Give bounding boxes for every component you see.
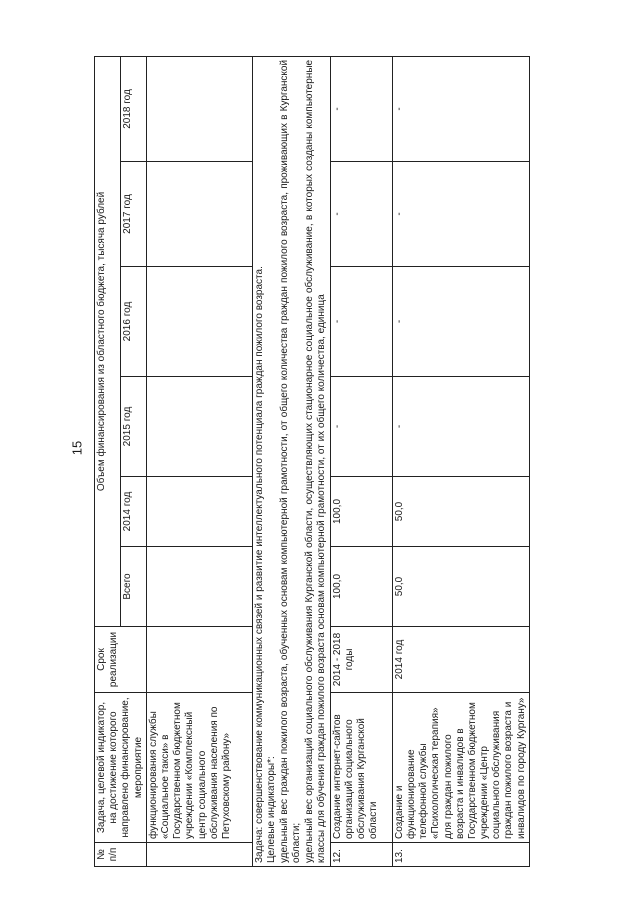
row-2016 — [146, 267, 252, 377]
row-2015: - — [392, 377, 529, 477]
header-row-1 — [95, 56, 121, 866]
header-year-2015: 2015 год — [120, 377, 146, 477]
row-2017: - — [392, 162, 529, 267]
header-volume: Объем финансирования из областного бюджета, тысяча рублей — [95, 56, 121, 626]
row-total — [146, 547, 252, 627]
row-name: Создание и функционирование телефонной службы «Психологическая терапия» для граждан пожилого возраста и инвалидов в Государственном бюджетном учреждении «Центр социального обслуживания граждан пожилого возраста и инвалидов по городу Кургану» — [392, 693, 529, 843]
row-2018: - — [392, 56, 529, 161]
task-text: Задача: совершенствование коммуникационных связей и развитие интеллектуального потенциала граждан пожилого возраста. — [253, 266, 265, 863]
page-number: 15 — [69, 440, 85, 456]
indicator-2: удельный вес организаций социального обслуживания Курганской области, осуществляющих стационарное социальное обслуживание, в которых созданы компьютерные классы для обучения граждан пожилого возраста основам компьютерной грамотности, от их общего количества, единица — [303, 59, 328, 863]
row-2016: - — [392, 267, 529, 377]
row-num — [146, 843, 252, 867]
task-cell — [252, 56, 330, 866]
table-row — [392, 56, 529, 866]
header-task: Задача, целевой индикатор, на достижение которого направлено финансирование, мероприятие — [95, 693, 147, 843]
landscape-content — [94, 57, 527, 867]
row-2014 — [146, 477, 252, 547]
row-total: 100,0 — [330, 547, 392, 627]
row-term — [146, 627, 252, 693]
row-term: 2014 - 2018 годы — [330, 627, 392, 693]
row-total: 50,0 — [392, 547, 529, 627]
row-2016: - — [330, 267, 392, 377]
row-num: 13. — [392, 843, 529, 867]
row-num: 12. — [330, 843, 392, 867]
header-term: Срок реализации — [95, 627, 147, 693]
row-2014: 50,0 — [392, 477, 529, 547]
header-total: Всего — [120, 547, 146, 627]
targets-label: Целевые индикаторы*: — [266, 756, 278, 863]
table-row — [330, 56, 392, 866]
rotated-table-area — [94, 57, 527, 867]
row-2018: - — [330, 56, 392, 161]
table-row — [146, 56, 252, 866]
row-2017 — [146, 162, 252, 267]
header-year-2014: 2014 год — [120, 477, 146, 547]
row-2015 — [146, 377, 252, 477]
row-2017: - — [330, 162, 392, 267]
row-2015: - — [330, 377, 392, 477]
financing-table — [94, 56, 530, 867]
row-name: Создание интернет-сайтов организаций социального обслуживания Курганской области — [330, 693, 392, 843]
header-year-2017: 2017 год — [120, 162, 146, 267]
header-year-2018: 2018 год — [120, 56, 146, 161]
row-2014: 100,0 — [330, 477, 392, 547]
task-row — [252, 56, 330, 866]
indicator-1: удельный вес граждан пожилого возраста, обученных основам компьютерной грамотности, от общего количества граждан пожилого возраста, проживающих в Курганской области; — [278, 59, 303, 863]
header-num: № п/п — [95, 843, 147, 867]
row-2018 — [146, 56, 252, 161]
row-name: функционирования службы «Социальное такси» в Государственном бюджетном учреждении «Комплексный центр социального обслуживания населения по Петуховскому району» — [146, 693, 252, 843]
row-term: 2014 год — [392, 627, 529, 693]
header-year-2016: 2016 год — [120, 267, 146, 377]
